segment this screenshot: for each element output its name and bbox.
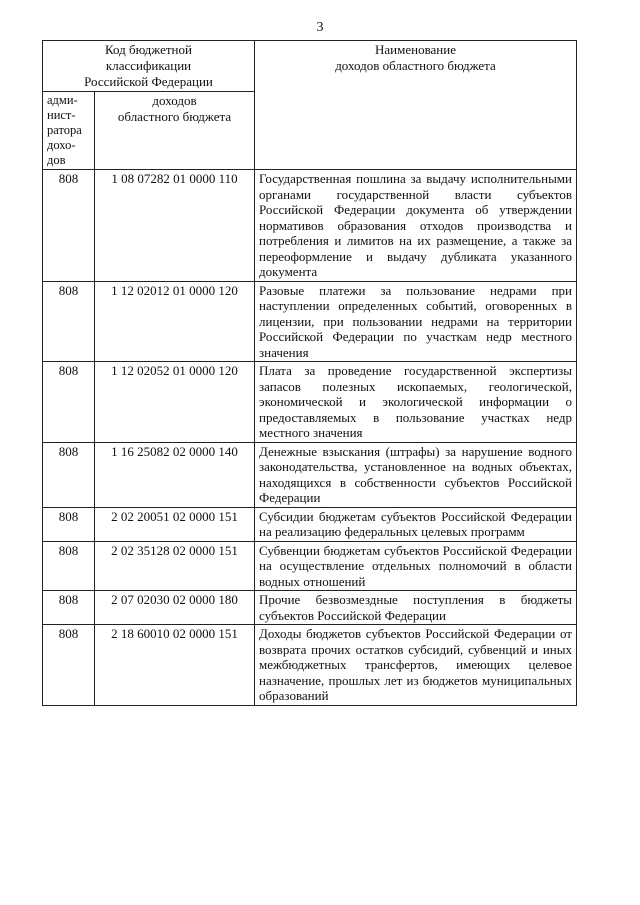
- header-budget-code-group: Код бюджетной классификации Российской Федерации: [43, 41, 255, 92]
- income-name-cell: Доходы бюджетов субъектов Российской Федерации от возврата прочих остатков субсидий, субвенций и иных межбюджетных трансфертов, имеющих целевое назначение, прошлых лет из бюджетов муниципальных образований: [255, 625, 577, 706]
- table-row: [43, 625, 577, 706]
- table-row: [43, 591, 577, 625]
- income-code-cell: 1 16 25082 02 0000 140: [95, 442, 255, 507]
- table-row: [43, 170, 577, 282]
- header-administrator: адми- нист- ратора дохо- дов: [43, 92, 95, 170]
- administrator-code-cell: 808: [43, 281, 95, 362]
- administrator-code-cell: 808: [43, 362, 95, 443]
- header-income-code: доходов областного бюджета: [95, 92, 255, 170]
- income-name-cell: Субвенции бюджетам субъектов Российской Федерации на осуществление отдельных полномочий в области водных отношений: [255, 541, 577, 591]
- table-row: [43, 281, 577, 362]
- header-income-name: Наименование доходов областного бюджета: [255, 41, 577, 170]
- table-body: [43, 41, 577, 706]
- income-code-cell: 2 07 02030 02 0000 180: [95, 591, 255, 625]
- page-number: 3: [316, 20, 324, 35]
- income-name-cell: Денежные взыскания (штрафы) за нарушение водного законодательства, установленное на водных объектах, находящихся в собственности субъектов Российской Федерации: [255, 442, 577, 507]
- income-code-cell: 2 02 35128 02 0000 151: [95, 541, 255, 591]
- income-code-cell: 1 08 07282 01 0000 110: [95, 170, 255, 282]
- administrator-code-cell: 808: [43, 170, 95, 282]
- income-code-cell: 2 02 20051 02 0000 151: [95, 507, 255, 541]
- income-code-cell: 2 18 60010 02 0000 151: [95, 625, 255, 706]
- administrator-code-cell: 808: [43, 442, 95, 507]
- income-code-cell: 1 12 02052 01 0000 120: [95, 362, 255, 443]
- income-name-cell: Плата за проведение государственной экспертизы запасов полезных ископаемых, геологической, экономической и экологической информации о предоставляемых в пользование участках недр местного значения: [255, 362, 577, 443]
- table-row: [43, 362, 577, 443]
- income-code-cell: 1 12 02012 01 0000 120: [95, 281, 255, 362]
- table-row: [43, 442, 577, 507]
- income-name-cell: Прочие безвозмездные поступления в бюджеты субъектов Российской Федерации: [255, 591, 577, 625]
- income-name-cell: Субсидии бюджетам субъектов Российской Федерации на реализацию федеральных целевых программ: [255, 507, 577, 541]
- administrator-code-cell: 808: [43, 541, 95, 591]
- income-name-cell: Государственная пошлина за выдачу исполнительными органами государственной власти субъектов Российской Федерации документа об утверждении нормативов образования отходов производства и потребления и лимитов на их размещение, а также за переоформление и выдачу дубликата указанного документа: [255, 170, 577, 282]
- administrator-code-cell: 808: [43, 591, 95, 625]
- administrator-code-cell: 808: [43, 625, 95, 706]
- table-row: [43, 507, 577, 541]
- income-name-cell: Разовые платежи за пользование недрами при наступлении определенных событий, оговоренных в лицензии, при пользовании недрами на территории Российской Федерации по участкам недр местного значения: [255, 281, 577, 362]
- table-row: [43, 541, 577, 591]
- budget-classification-table: [42, 40, 577, 706]
- administrator-code-cell: 808: [43, 507, 95, 541]
- header-row-group: [43, 41, 577, 92]
